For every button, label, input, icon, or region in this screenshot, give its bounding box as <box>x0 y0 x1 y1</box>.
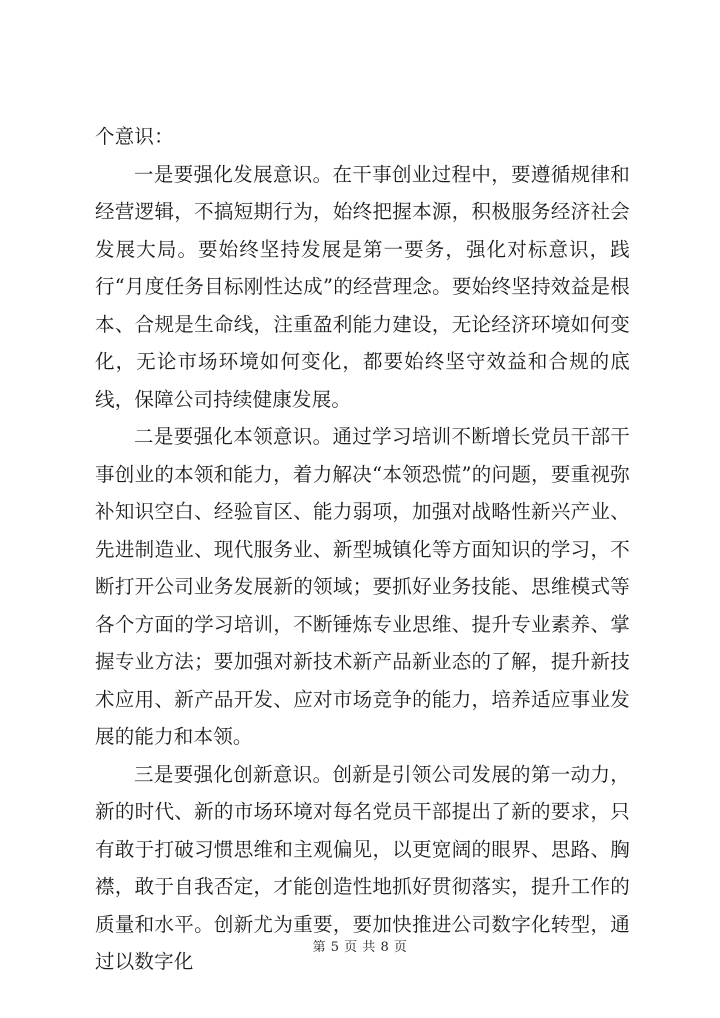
paragraph-capability-awareness: 二是要强化本领意识。通过学习培训不断增长党员干部干事创业的本领和能力，着力解决“本领恐慌”的问题，要重视弥补知识空白、经验盲区、能力弱项，加强对战略性新兴产业、先进制造业、现代服务业、新型城镇化等方面知识的学习，不断打开公司业务发展新的领域；要抓好业务技能、思维模式等各个方面的学习培训，不断锤炼专业思维、提升专业素养、掌握专业方法；要加强对新技术新产品新业态的了解，提升新技术应用、新产品开发、应对市场竞争的能力，培养适应事业发展的能力和本领。 <box>95 425 630 748</box>
page-number-footer: 第 5 页 共 8 页 <box>312 940 408 955</box>
paragraph-continuation: 个意识： <box>95 125 174 148</box>
document-body <box>95 118 630 981</box>
paragraph-innovation-awareness: 三是要强化创新意识。创新是引领公司发展的第一动力，新的时代、新的市场环境对每名党员干部提出了新的要求，只有敢于打破习惯思维和主观偏见，以更宽阔的眼界、思路、胸襟，敢于自我否定，才能创造性地抓好贯彻落实，提升工作的质量和水平。创新尤为重要，要加快推进公司数字化转型，通过以数字化 <box>95 762 630 973</box>
paragraph-development-awareness: 一是要强化发展意识。在干事创业过程中，要遵循规律和经营逻辑，不搞短期行为，始终把握本源，积极服务经济社会发展大局。要始终坚持发展是第一要务，强化对标意识，践行“月度任务目标刚性达成”的经营理念。要始终坚持效益是根本、合规是生命线，注重盈利能力建设，无论经济环境如何变化，无论市场环境如何变化，都要始终坚守效益和合规的底线，保障公司持续健康发展。 <box>95 162 630 411</box>
